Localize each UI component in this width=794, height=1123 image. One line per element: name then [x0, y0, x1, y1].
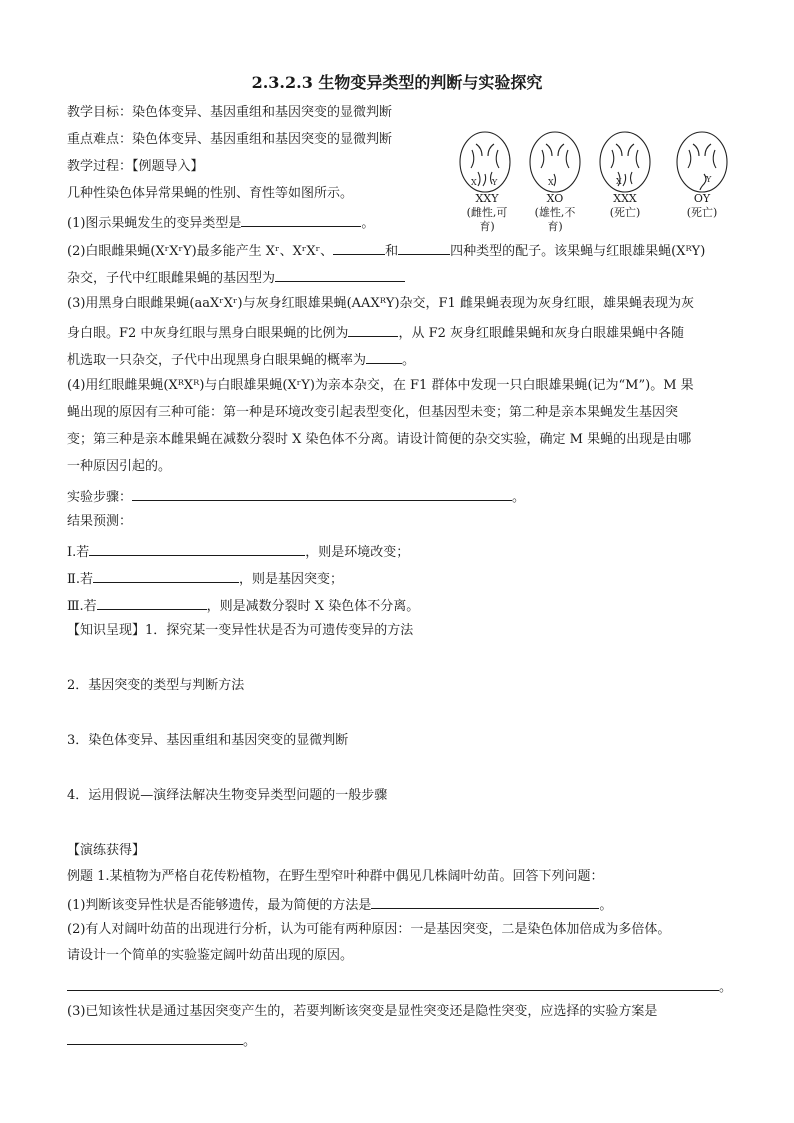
- question-stem: 几种性染色体异常果蝇的性别、育性等如图所示。: [67, 186, 354, 201]
- svg-text:X: X: [616, 177, 622, 186]
- result-2-prefix: Ⅱ.若: [67, 572, 93, 587]
- q1-end: 。: [361, 216, 375, 231]
- q3-end: 。: [402, 353, 416, 368]
- answer-blank: [89, 541, 305, 556]
- teaching-goal: 教学目标：染色体变异、基因重组和基因突变的显微判断: [67, 105, 393, 120]
- result-2-suffix: ，则是基因突变；: [238, 572, 343, 587]
- knowledge-3: 3．染色体变异、基因重组和基因突变的显微判断: [67, 733, 349, 748]
- result-3-prefix: Ⅲ.若: [67, 599, 97, 614]
- figure-item-4: [675, 192, 729, 220]
- knowledge-2: 2．基因突变的类型与判断方法: [67, 678, 245, 693]
- q1-text: (1)图示果蝇发生的变异类型是: [67, 216, 242, 231]
- experiment-steps: [67, 486, 525, 507]
- question-3-line-1: (3)用黑身白眼雌果蝇(aaXʳXʳ)与灰身红眼雄果蝇(AAXᴿY)杂交，F1 雌果蝇表现为灰身红眼，雄果蝇表现为灰: [67, 296, 694, 311]
- answer-blank: [97, 595, 207, 610]
- figure-item-2: [528, 192, 582, 234]
- example-1: 例题 1.某植物为严格自花传粉植物，在野生型窄叶种群中偶见几株阔叶幼苗。回答下列问题：: [67, 869, 604, 884]
- genotype-note: (雌性,可育): [466, 206, 508, 233]
- q3-text-3: 机选取一只杂交，子代中出现黑身白眼果蝇的概率为: [67, 353, 367, 368]
- question-3-line-3: [67, 349, 415, 370]
- result-1-prefix: Ⅰ.若: [67, 545, 90, 560]
- answer-blank: [275, 267, 405, 282]
- svg-text:Y: Y: [492, 178, 498, 187]
- q3-text-2: ，从 F2 灰身红眼雌果蝇和灰身白眼雄果蝇中各随: [398, 326, 684, 341]
- figure-item-1: [460, 192, 514, 234]
- question-2: [67, 240, 705, 261]
- answer-blank: [67, 976, 719, 991]
- genotype-label: XO: [546, 192, 564, 205]
- practice-q2-line-2: 请设计一个简单的实验鉴定阔叶幼苗出现的原因。: [67, 948, 354, 963]
- genotype-label: XXX: [613, 192, 637, 205]
- knowledge-1: 【知识呈现】1．探究某一变异性状是否为可遗传变异的方法: [67, 623, 414, 638]
- q2-text: (2)白眼雌果蝇(XʳXʳY)最多能产生 Xʳ、XʳXʳ、: [67, 244, 334, 259]
- q2-text-3: 杂交，子代中红眼雌果蝇的基因型为: [67, 271, 276, 286]
- question-4-line-4: 一种原因引起的。: [67, 459, 172, 474]
- practice-q3-end: 。: [243, 1034, 257, 1049]
- genotype-note: (雄性,不育): [534, 206, 576, 233]
- chromosome-figure: [458, 130, 738, 233]
- svg-text:X: X: [471, 178, 477, 187]
- question-4-line-1: (4)用红眼雌果蝇(XᴿXᴿ)与白眼雄果蝇(XʳY)为亲本杂交，在 F1 群体中发现一只白眼雄果蝇(记为“M”)。M 果: [67, 378, 694, 393]
- question-2-line-2: [67, 267, 405, 288]
- results-label: 结果预测：: [67, 514, 133, 529]
- answer-blank: [371, 894, 599, 909]
- question-1: [67, 212, 374, 233]
- figure-item-3: [598, 192, 652, 220]
- answer-blank: [132, 486, 512, 501]
- q2-text-2: 四种类型的配子。该果蝇与红眼雄果蝇(XᴿY): [450, 244, 706, 259]
- svg-text:Y: Y: [706, 175, 712, 184]
- result-1: [67, 541, 409, 562]
- knowledge-4: 4．运用假说—演绎法解决生物变异类型问题的一般步骤: [67, 788, 388, 803]
- genotype-label: XXY: [475, 192, 499, 205]
- answer-blank: [366, 349, 402, 364]
- practice-q3: (3)已知该性状是通过基因突变产生的，若要判断该突变是显性突变还是隐性突变，应选择的实验方案是: [67, 1004, 658, 1019]
- practice-q1: [67, 894, 612, 915]
- practice-heading: 【演练获得】: [67, 843, 146, 858]
- result-3-suffix: ，则是减数分裂时 X 染色体不分离。: [206, 599, 420, 614]
- steps-end: 。: [512, 490, 526, 505]
- q2-and: 和: [385, 244, 399, 259]
- answer-blank: [398, 240, 450, 255]
- practice-q2-answer: [67, 976, 732, 997]
- question-4-line-3: 变；第三种是亲本雌果蝇在减数分裂时 X 染色体不分离。请设计简便的杂交实验，确定 M 果蝇的出现是由哪: [67, 432, 692, 447]
- practice-q2-line-1: (2)有人对阔叶幼苗的出现进行分析，认为可能有两种原因：一是基因突变，二是染色体加倍成为多倍体。: [67, 922, 671, 937]
- answer-blank: [67, 1030, 243, 1045]
- svg-text:X: X: [548, 178, 554, 187]
- steps-label: 实验步骤：: [67, 490, 133, 505]
- practice-q3-answer: [67, 1030, 256, 1051]
- answer-blank: [333, 240, 385, 255]
- genotype-note: (死亡): [609, 206, 641, 219]
- question-3-line-2: [67, 322, 684, 343]
- answer-blank: [93, 568, 239, 583]
- genotype-label: OY: [693, 192, 711, 205]
- question-4-line-2: 蝇出现的原因有三种可能：第一种是环境改变引起表型变化，但基因型未变；第二种是亲本果蝇发生基因突: [67, 405, 679, 420]
- result-1-suffix: ，则是环境改变；: [305, 545, 410, 560]
- q3-text: 身白眼。F2 中灰身红眼与黑身白眼果蝇的比例为: [67, 326, 349, 341]
- key-points: 重点难点：染色体变异、基因重组和基因突变的显微判断: [67, 132, 393, 147]
- practice-q1-end: 。: [599, 898, 613, 913]
- teaching-process: 教学过程：【例题导入】: [67, 159, 204, 174]
- practice-q1-text: (1)判断该变异性状是否能够遗传，最为简便的方法是: [67, 898, 372, 913]
- practice-q2-end: 。: [719, 980, 733, 995]
- page-title: 2.3.2.3 生物变异类型的判断与实验探究: [251, 73, 543, 92]
- result-3: [67, 595, 419, 616]
- answer-blank: [241, 212, 361, 227]
- answer-blank: [348, 322, 398, 337]
- genotype-note: (死亡): [686, 206, 718, 219]
- result-2: [67, 568, 343, 589]
